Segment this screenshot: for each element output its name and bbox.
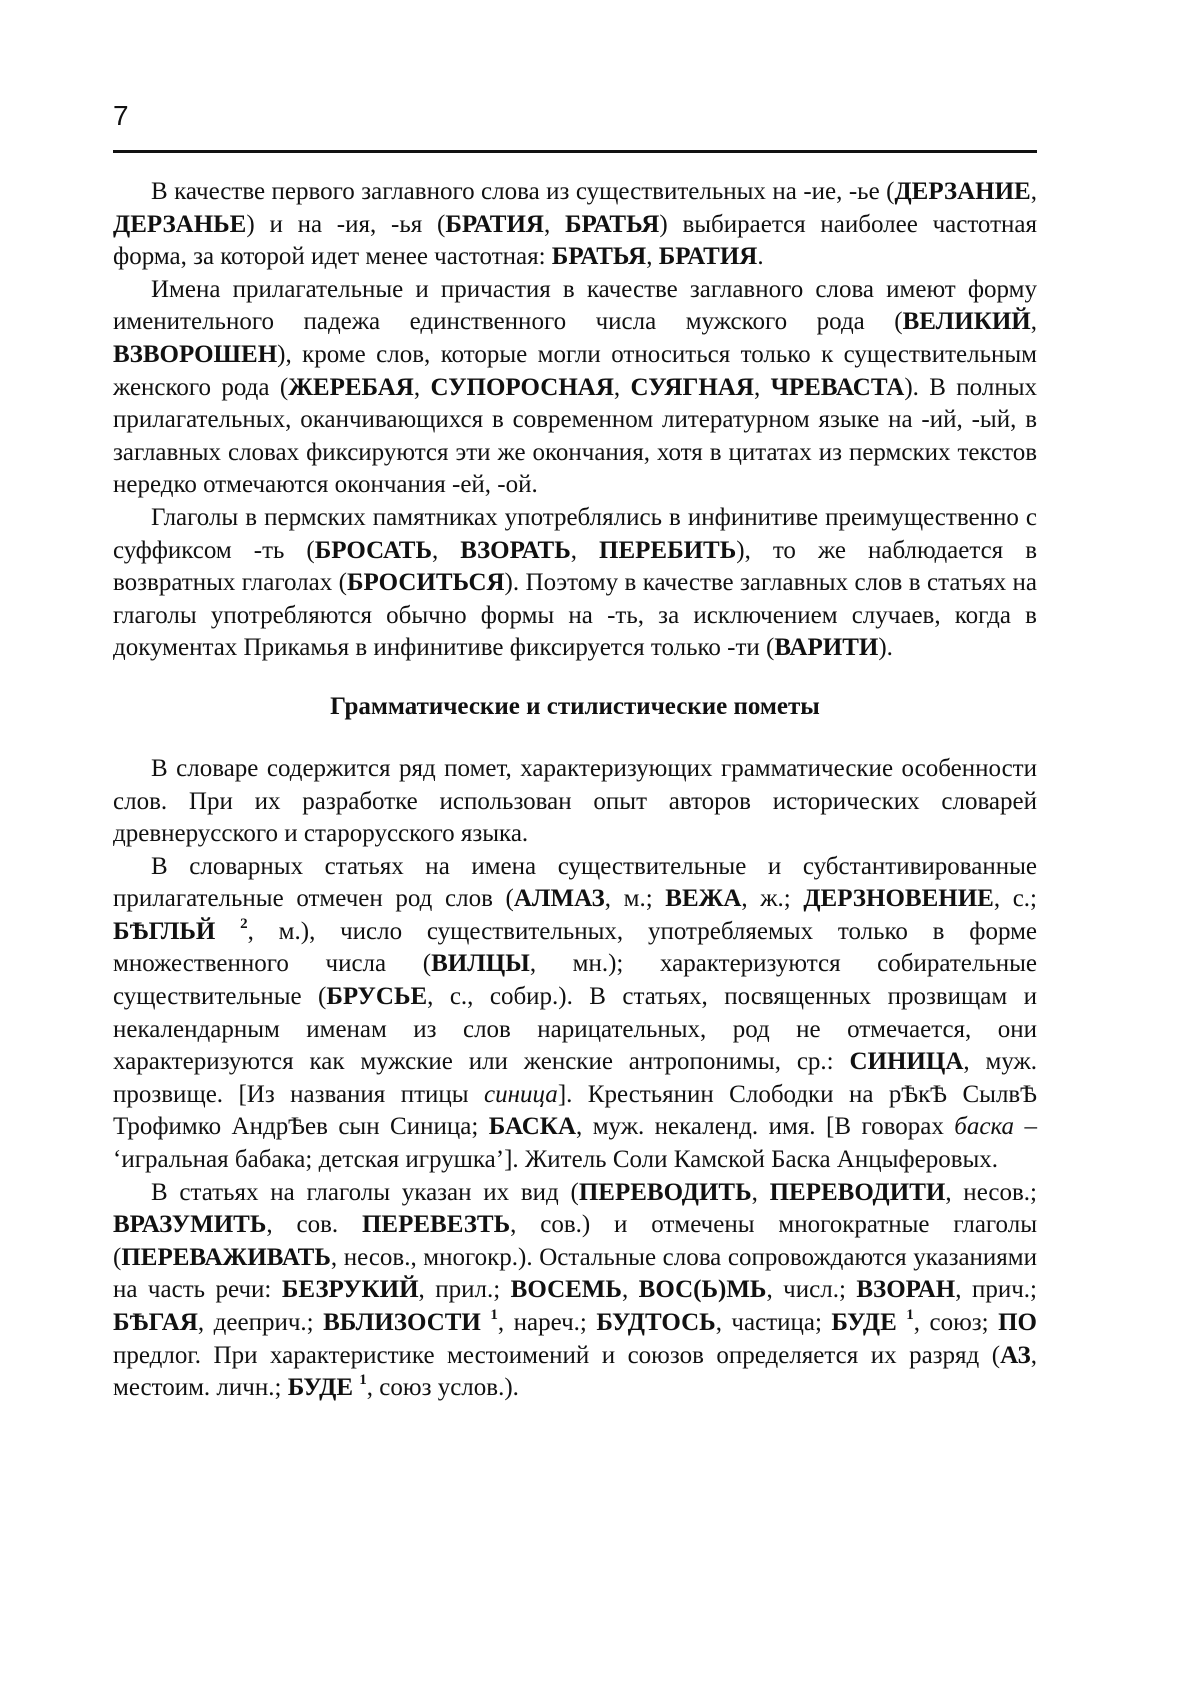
text-run: , союз услов.). <box>366 1374 519 1402</box>
headword: СУЯГНАЯ <box>630 373 754 401</box>
headword: ПЕРЕВОДИТИ <box>769 1178 946 1206</box>
text-run: Имена прилагательные и причастия в качестве заглавного слова имеют форму именительного падежа единственного числа мужского рода ( <box>113 275 1037 336</box>
text-run <box>215 918 240 945</box>
headword: ВЕЛИКИЙ <box>902 308 1031 336</box>
text-run: , м.; <box>604 885 666 913</box>
text-run: , числ.; <box>766 1276 857 1304</box>
headword: ПЕРЕБИТЬ <box>599 536 737 564</box>
headword: ВИЛЦЫ <box>431 950 530 978</box>
text-run: , <box>621 1276 639 1304</box>
text-run: , <box>753 373 771 401</box>
text-run: ). В полных прилагательных, оканчивающихся в современном литературном языке на -ий, -ый, в заглавных словах фиксируются эти же окончания, хотя в цитатах из пермских текстов нередко отмечаются окончания -ей, -ой. <box>113 373 1038 499</box>
text-run: , ж.; <box>741 885 804 913</box>
text-run: , <box>1030 308 1037 336</box>
paragraph <box>113 1177 1037 1405</box>
text-run: ), то же наблюдается в возвратных глаголах ( <box>113 536 1037 597</box>
paragraphs-top <box>113 176 1037 665</box>
text-run: , прил.; <box>418 1276 511 1304</box>
text-run <box>481 1309 491 1336</box>
paragraphs-bottom <box>113 753 1037 1405</box>
text-run: В качестве первого заглавного слова из существительных на -ие, -ье ( <box>151 178 895 205</box>
homonym-index: 1 <box>359 1371 367 1388</box>
text-run: ) выбирается наиболее частотная форма, за которой идет менее частотная: <box>113 210 1038 271</box>
homonym-index: 1 <box>906 1306 914 1323</box>
text-run: , муж. прозвище. [Из названия птицы <box>113 1048 1038 1108</box>
page-content <box>113 176 1037 1405</box>
headword: БАСКА <box>488 1113 576 1141</box>
headword: ПО <box>998 1309 1038 1336</box>
headword: ВЗОРАН <box>856 1276 956 1304</box>
headword: БРАТЬЯ <box>551 243 647 271</box>
text-run: , несов.; <box>945 1178 1038 1206</box>
text-run: ). <box>878 634 893 662</box>
paragraph <box>113 502 1037 665</box>
text-run: , <box>751 1178 770 1206</box>
text-run: ). Поэтому в качестве заглавных слов в статьях на глаголы употребляются обычно формы на -ть, за исключением случаев, когда в документах Прикамья в инфинитиве фиксируется только -ти ( <box>113 569 1037 662</box>
headword: БѢГАЯ <box>113 1309 198 1336</box>
headword: ЧРЕВАСТА <box>770 373 905 401</box>
text-run: , <box>1030 178 1037 205</box>
headword: ВОС(Ь)МЬ <box>638 1276 767 1304</box>
headword: ВАРИТИ <box>774 634 879 662</box>
header-rule <box>113 150 1037 153</box>
text-run: предлог. При характеристике местоимений и союзов определяется их разряд ( <box>113 1341 1001 1369</box>
headword: ВЗОРАТЬ <box>460 536 571 564</box>
text-run: , с., собир.). В статьях, посвященных прозвищам и некалендарным именам из слов нарицательных, род не отмечается, они характеризуются как мужские или женские антропонимы, ср.: <box>113 983 1037 1076</box>
italic-term: баска <box>954 1113 1015 1141</box>
text-run: , несов., многокр.). Остальные слова сопровождаются указаниями на часть речи: <box>113 1243 1037 1304</box>
text-run: ), кроме слов, которые могли относиться только к существительным женского рода ( <box>113 340 1037 401</box>
headword: ВРАЗУМИТЬ <box>113 1211 267 1239</box>
headword: ВОСЕМЬ <box>510 1276 622 1304</box>
headword: ПЕРЕВОДИТЬ <box>578 1178 752 1206</box>
paragraph <box>113 753 1037 851</box>
headword: БРОСАТЬ <box>314 536 433 564</box>
headword: СИНИЦА <box>849 1048 964 1076</box>
headword: ЖЕРЕБАЯ <box>288 373 414 401</box>
italic-term: синица <box>484 1080 558 1108</box>
text-run: , сов. <box>266 1211 362 1239</box>
text-run: ) и на -ия, -ья ( <box>246 210 446 238</box>
text-run: – ‘игральная бабака; детская игрушка’]. Житель Соли Камской Баска Анцыферовых. <box>113 1113 1037 1174</box>
text-run: В статьях на глаголы указан их вид ( <box>151 1178 579 1206</box>
headword: БУДЕ <box>831 1309 897 1336</box>
text-run: . <box>757 243 764 271</box>
text-run: , сов.) и отмечены многократные глаголы ( <box>113 1211 1037 1271</box>
text-run: ]. Крестьянин Слободки на рѢкѢ СылвѢ Трофимко АндрѢев сын Синица; <box>113 1080 1037 1141</box>
text-run: , нареч.; <box>497 1309 597 1336</box>
text-run: , с.; <box>993 885 1037 913</box>
headword: БРАТИЯ <box>658 243 758 271</box>
headword: ДЕРЗАНИЕ <box>894 178 1031 205</box>
text-run: Глаголы в пермских памятниках употреблялись в инфинитиве преимущественно с суффиксом -ть ( <box>113 503 1037 564</box>
headword: БЕЗРУКИЙ <box>281 1276 419 1304</box>
text-run: В словарных статьях на имена существительные и субстантивированные прилагательные отмечен род слов ( <box>113 852 1037 913</box>
text-run: , дееприч.; <box>197 1309 324 1336</box>
text-run: , местоим. личн.; <box>113 1341 1037 1402</box>
headword: ПЕРЕВАЖИВАТЬ <box>121 1243 331 1271</box>
section-heading: Грамматические и стилистические пометы <box>330 692 820 720</box>
paragraph <box>113 274 1037 502</box>
paragraph <box>113 851 1037 1177</box>
text-run: , <box>413 373 431 401</box>
text-run: В словаре содержится ряд помет, характеризующих грамматические особенности слов. При их разработке использован опыт авторов исторических словарей древнерусского и старорусского языка. <box>113 754 1037 848</box>
text-run: , <box>646 243 659 271</box>
headword: БУДЕ <box>287 1374 354 1402</box>
headword: ВБЛИЗОСТИ <box>323 1309 481 1336</box>
text-run: , частица; <box>715 1309 832 1336</box>
text-run: , <box>543 210 565 238</box>
text-run: , <box>432 536 461 564</box>
headword: БѢГЛЬЙ <box>113 917 216 945</box>
headword: ДЕРЗНОВЕНИЕ <box>803 885 994 913</box>
headword: СУПОРОСНАЯ <box>430 373 614 401</box>
headword: АЗ <box>1000 1341 1031 1369</box>
text-run <box>897 1309 907 1336</box>
text-run: , муж. некаленд. имя. [В говорах <box>576 1113 955 1141</box>
headword: БРАТЬЯ <box>564 210 660 238</box>
headword: БРОСИТЬСЯ <box>346 569 505 597</box>
homonym-index: 2 <box>240 915 248 932</box>
headword: БРУСЬЕ <box>326 983 428 1011</box>
text-run: , м.), число существительных, употребляемых только в форме множественного числа ( <box>113 917 1038 978</box>
headword: БРАТИЯ <box>445 210 544 238</box>
text-run: , мн.); характеризуются собирательные существительные ( <box>113 950 1038 1011</box>
headword: ВЗВОРОШЕН <box>113 340 278 368</box>
headword: АЛМАЗ <box>513 885 605 913</box>
text-run: , союз; <box>913 1309 999 1336</box>
paragraph <box>113 176 1037 274</box>
headword: БУДТОСЬ <box>596 1309 716 1336</box>
headword: ВЕЖА <box>665 885 742 913</box>
text-run: , <box>613 373 631 401</box>
headword: ДЕРЗАНЬЕ <box>113 210 247 238</box>
headword: ПЕРЕВЕЗТЬ <box>361 1211 511 1239</box>
homonym-index: 1 <box>490 1306 498 1323</box>
text-run: , <box>570 536 599 564</box>
page-number: 7 <box>113 100 129 131</box>
text-run: , прич.; <box>955 1276 1037 1304</box>
